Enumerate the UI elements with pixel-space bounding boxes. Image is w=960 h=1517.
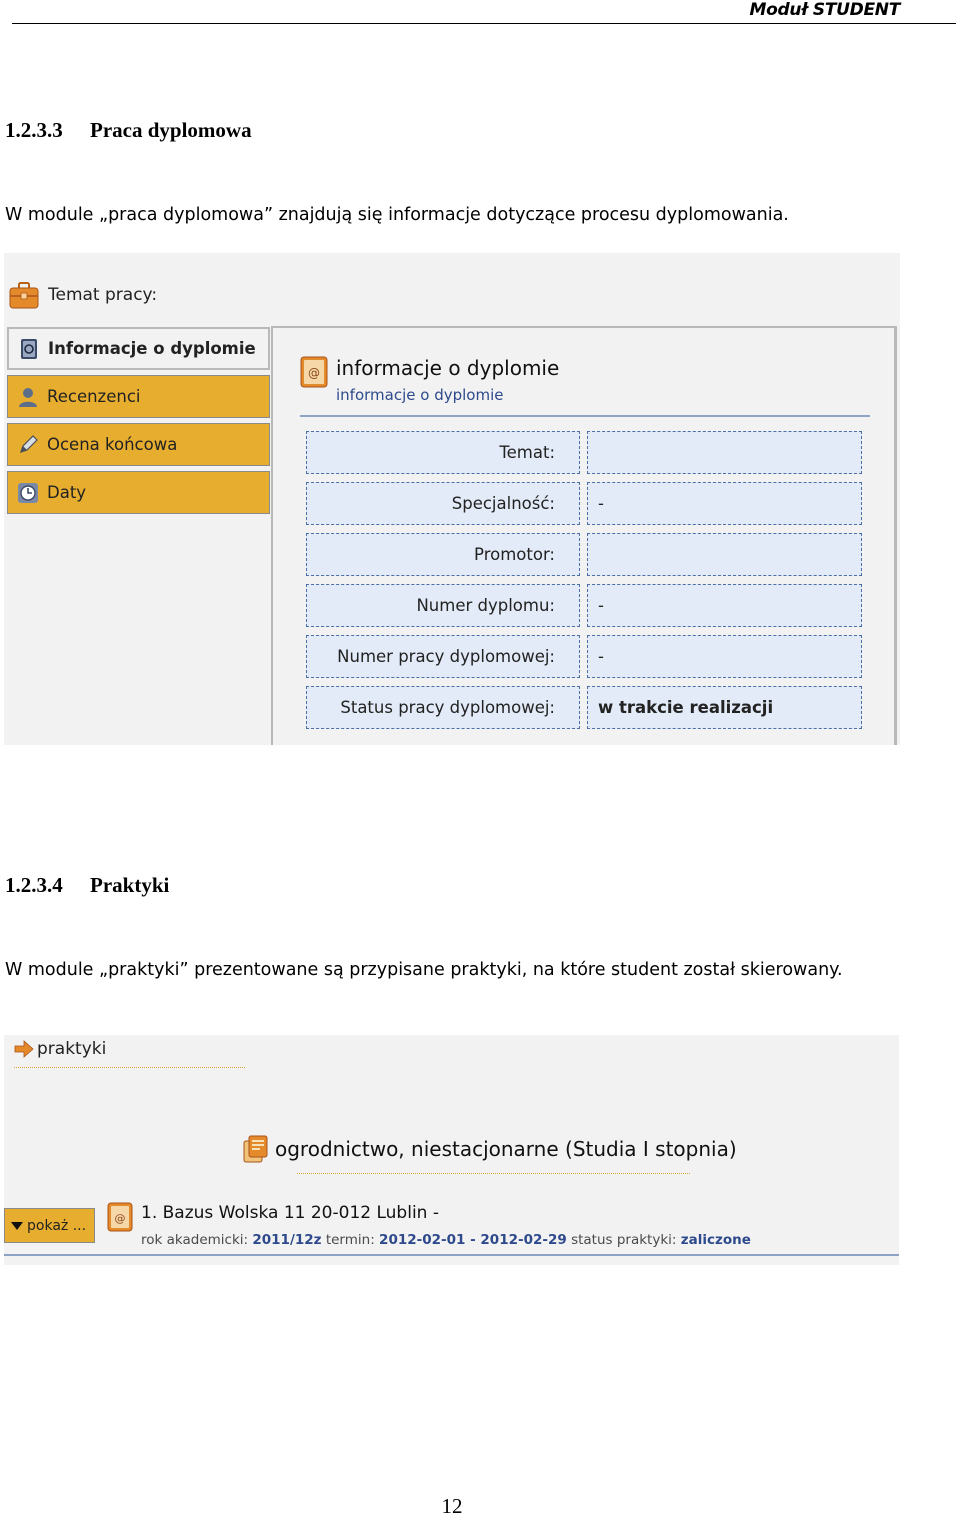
menu-item-ocena[interactable] (7, 423, 270, 466)
info-row-temat (306, 431, 862, 474)
panel-divider (300, 415, 870, 417)
show-button-label: pokaż ... (27, 1217, 87, 1234)
topic-header (8, 279, 157, 311)
section-title: Praktyki (90, 873, 170, 897)
info-label: Numer pracy dyplomowej: (306, 635, 580, 678)
practice-section-title (14, 1039, 106, 1059)
section-title-label: praktyki (37, 1039, 107, 1059)
module-name: Moduł STUDENT (749, 0, 900, 20)
study-label: ogrodnictwo, niestacjonarne (Studia I stopnia) (275, 1137, 737, 1161)
menu-item-label: Recenzenci (47, 387, 141, 406)
arrow-right-icon (14, 1040, 34, 1058)
menu-item-label: Ocena końcowa (47, 435, 178, 454)
info-row-numer-pracy (306, 635, 862, 678)
term-value: 2012-02-01 - 2012-02-29 (379, 1232, 567, 1248)
address-book-icon (300, 356, 328, 388)
info-value: - (587, 482, 862, 525)
document-icon (18, 338, 40, 360)
menu-item-daty[interactable] (7, 471, 270, 514)
svg-text:@: @ (308, 366, 320, 380)
info-label: Status pracy dyplomowej: (306, 686, 580, 729)
info-value: - (587, 635, 862, 678)
year-value: 2011/12z (252, 1232, 322, 1248)
document-stack-icon (243, 1135, 269, 1163)
section-number: 1.2.3.3 (5, 118, 63, 142)
menu-item-informacje[interactable] (7, 327, 270, 370)
svg-text:@: @ (114, 1212, 126, 1225)
section-number: 1.2.3.4 (5, 873, 63, 897)
diploma-screenshot (4, 253, 900, 745)
section-title-rule (14, 1067, 245, 1068)
info-label: Temat: (306, 431, 580, 474)
info-row-status (306, 686, 862, 729)
show-button[interactable] (4, 1208, 95, 1243)
info-value: - (587, 584, 862, 627)
diploma-menu (7, 327, 270, 519)
info-row-numer-dyplomu (306, 584, 862, 627)
info-label: Specjalność: (306, 482, 580, 525)
panel-subtitle: informacje o dyplomie (336, 386, 504, 404)
diploma-info-table (306, 431, 862, 737)
year-label: rok akademicki: (141, 1232, 249, 1248)
user-icon (17, 386, 39, 408)
triangle-down-icon (11, 1222, 23, 1230)
diploma-info-panel (271, 326, 897, 745)
info-label: Promotor: (306, 533, 580, 576)
page-number: 12 (441, 1494, 463, 1517)
study-rule (297, 1173, 690, 1174)
info-value (587, 533, 862, 576)
term-label: termin: (325, 1232, 375, 1248)
info-value: w trakcie realizacji (587, 686, 862, 729)
status-value: zaliczone (680, 1232, 751, 1248)
info-row-promotor (306, 533, 862, 576)
info-row-specjalnosc (306, 482, 862, 525)
info-value (587, 431, 862, 474)
topic-label: Temat pracy: (48, 285, 158, 305)
practice-details (141, 1232, 751, 1248)
menu-item-label: Daty (47, 483, 87, 502)
menu-item-recenzenci[interactable] (7, 375, 270, 418)
practice-divider (4, 1254, 899, 1256)
section-paragraph-praca: W module „praca dyplomowa” znajdują się informacje dotyczące procesu dyplomowania. (5, 205, 789, 225)
section-paragraph-praktyki: W module „praktyki” prezentowane są przypisane praktyki, na które student został skierowany. (5, 960, 843, 980)
page-header (12, 0, 956, 24)
status-label: status praktyki: (571, 1232, 677, 1248)
menu-item-label: Informacje o dyplomie (48, 339, 256, 358)
panel-header (300, 356, 559, 404)
info-label: Numer dyplomu: (306, 584, 580, 627)
section-heading-praca (5, 118, 252, 143)
panel-title: informacje o dyplomie (336, 356, 560, 380)
clock-icon (17, 482, 39, 504)
practice-screenshot (4, 1035, 899, 1265)
section-heading-praktyki (5, 873, 169, 898)
pencil-icon (17, 434, 39, 456)
practice-title: 1. Bazus Wolska 11 20-012 Lublin - (141, 1203, 439, 1223)
study-heading (243, 1135, 737, 1163)
address-book-icon (107, 1202, 133, 1232)
briefcase-icon (8, 279, 40, 311)
section-title: Praca dyplomowa (90, 118, 252, 142)
